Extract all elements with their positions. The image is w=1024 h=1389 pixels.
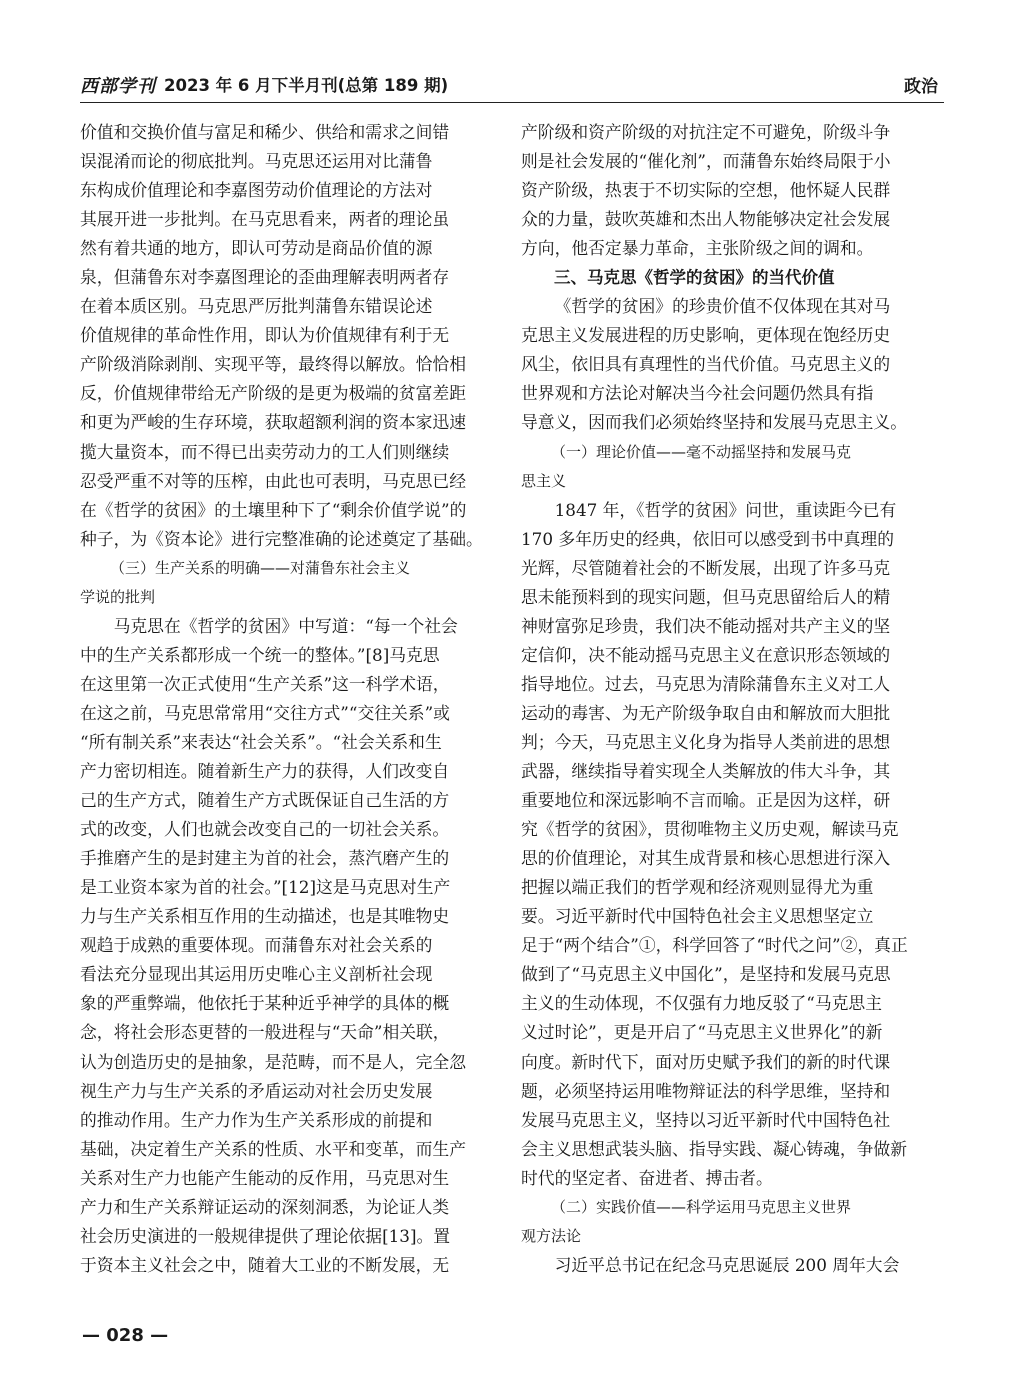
left-text-line: 在这之前，马克思常常用“交往方式”“交往关系”或 [80, 702, 450, 723]
left-text-line: 观趋于成熟的重要体现。而蒲鲁东对社会关系的 [80, 935, 433, 956]
left-text-line: 基础，决定着生产关系的性质、水平和变革，而生产 [80, 1138, 466, 1159]
left-text-line: “所有制关系”来表达“社会关系”。“社会关系和生 [80, 731, 442, 752]
header-rule [80, 102, 944, 103]
left-text-line: 价值和交换价值与富足和稀少、供给和需求之间错 [80, 122, 450, 142]
left-text-line: 其展开进一步批判。在马克思看来，两者的理论虽 [80, 209, 450, 230]
right-text-line: 时代的坚定者、奋进者、搏击者。 [521, 1167, 773, 1188]
right-text-line: 光辉，尽管随着社会的不断发展，出现了许多马克 [521, 557, 891, 578]
left-text-line: 视生产力与生产关系的矛盾运动对社会历史发展 [80, 1080, 433, 1101]
left-text-line: 产力密切相连。随着新生产力的获得，人们改变自 [80, 761, 450, 782]
section-name: 政治 [904, 77, 938, 97]
left-text-line: 然有着共通的地方，即认可劳动是商品价值的源 [80, 238, 433, 259]
right-text-line: 思的价值理论，对其生成背景和核心思想进行深入 [521, 848, 891, 869]
left-text-line: 手推磨产生的是封建主为首的社会，蒸汽磨产生的 [80, 848, 450, 869]
right-text-line: 究《哲学的贫困》，贯彻唯物主义历史观，解读马克 [521, 819, 899, 840]
left-text-line: 式的改变，人们也就会改变自己的一切社会关系。 [80, 819, 450, 840]
right-text-line: 170 多年历史的经典，依旧可以感受到书中真理的 [521, 528, 894, 549]
left-text-line: 泉，但蒲鲁东对李嘉图理论的歪曲理解表明两者存 [80, 267, 450, 288]
right-text-line: 运动的毒害、为无产阶级争取自由和解放而大胆批 [521, 702, 891, 723]
left-text-line: 在这里第一次正式使用“生产关系”这一科学术语， [80, 673, 450, 694]
right-text-line: 主义的生动体现，不仅强有力地反驳了“马克思主 [521, 993, 882, 1014]
left-text-line: 产阶级消除剥削、实现平等，最终得以解放。恰恰相 [80, 354, 466, 375]
right-text-line: （二）实践价值——科学运用马克思主义世界 [551, 1197, 852, 1216]
left-text-line: 忍受严重不对等的压榨，由此也可表明，马克思已经 [80, 470, 466, 491]
right-text-line: 指导地位。过去，马克思为清除蒲鲁东主义对工人 [521, 673, 891, 694]
right-text-line: 题，必须坚持运用唯物辩证法的科学思维，坚持和 [521, 1080, 891, 1101]
journal-name: 西部学刊 [80, 76, 156, 97]
right-text-line: （一）理论价值——毫不动摇坚持和发展马克 [551, 442, 852, 461]
left-text-line: 和更为严峻的生存环境，获取超额利润的资本家迅速 [80, 412, 466, 433]
left-text-line: 念，将社会形态更替的一般进程与“天命”相关联， [80, 1022, 450, 1043]
left-text-line: 种子，为《资本论》进行完整准确的论述奠定了基础。 [80, 528, 483, 549]
left-text-line: 象的严重弊端，他依托于某种近乎神学的具体的概 [80, 993, 450, 1014]
right-text-line: 判；今天，马克思主义化身为指导人类前进的思想 [521, 731, 891, 752]
left-text-line: 反，价值规律带给无产阶级的是更为极端的贫富差距 [80, 383, 466, 404]
left-text-line: 在《哲学的贫困》的土壤里种下了“剩余价值学说”的 [80, 499, 467, 520]
right-text-line: 思未能预料到的现实问题，但马克思留给后人的精 [521, 586, 891, 607]
left-text-line: 看法充分显现出其运用历史唯心主义剖析社会现 [80, 964, 433, 985]
left-column [80, 118, 498, 1280]
right-text-line: 三、马克思《哲学的贫困》的当代价值 [554, 268, 835, 288]
page-header [80, 68, 944, 104]
right-text-line: 方向，他否定暴力革命，主张阶级之间的调和。 [521, 238, 874, 259]
left-text-line: 于资本主义社会之中，随着大工业的不断发展，无 [80, 1254, 450, 1275]
left-text-line: 学说的批判 [80, 587, 156, 606]
right-text-line: 观方法论 [521, 1226, 582, 1245]
right-text-line: 把握以端正我们的哲学观和经济观则显得尤为重 [521, 877, 874, 898]
right-text-line: 神财富弥足珍贵，我们决不能动摇对共产主义的坚 [521, 615, 891, 636]
right-text-line: 产阶级和资产阶级的对抗注定不可避免，阶级斗争 [521, 122, 891, 142]
left-text-line: 力与生产关系相互作用的生动描述，也是其唯物史 [80, 906, 450, 927]
left-text-line: 的推动作用。生产力作为生产关系形成的前提和 [80, 1109, 433, 1130]
right-text-line: 定信仰，决不能动摇马克思主义在意识形态领域的 [521, 644, 891, 665]
issue-info: 2023 年 6 月下半月刊(总第 189 期) [164, 76, 449, 95]
left-text-line: 认为创造历史的是抽象，是范畴，而不是人，完全忽 [80, 1051, 466, 1072]
left-text-line: 中的生产关系都形成一个统一的整体。”[8]马克思 [80, 644, 440, 665]
right-text-line: 足于“两个结合”①，科学回答了“时代之问”②，真正 [521, 935, 908, 956]
right-text-line: 克思主义发展进程的历史影响，更体现在饱经历史 [521, 325, 891, 346]
left-text-line: 误混淆而论的彻底批判。马克思还运用对比蒲鲁 [80, 151, 433, 172]
left-text-line: 在着本质区别。马克思严厉批判蒲鲁东错误论述 [80, 296, 433, 317]
right-text-line: 要。习近平新时代中国特色社会主义思想坚定立 [521, 906, 874, 927]
left-text-line: 关系对生产力也能产生能动的反作用，马克思对生 [80, 1167, 450, 1188]
left-text-line: （三）生产关系的明确——对蒲鲁东社会主义 [110, 558, 411, 577]
right-text-line: 思主义 [521, 471, 567, 490]
left-text-line: 社会历史演进的一般规律提供了理论依据[13]。置 [80, 1225, 451, 1246]
right-text-line: 资产阶级，热衷于不切实际的空想，他怀疑人民群 [521, 180, 891, 201]
right-text-line: 发展马克思主义，坚持以习近平新时代中国特色社 [521, 1109, 891, 1130]
right-text-line: 武器，继续指导着实现全人类解放的伟大斗争，其 [521, 761, 891, 782]
left-text-line: 马克思在《哲学的贫困》中写道：“每一个社会 [113, 615, 458, 636]
right-text-line: 世界观和方法论对解决当今社会问题仍然具有指 [521, 383, 874, 404]
right-text-line: 1847 年，《哲学的贫困》问世，重读距今已有 [554, 499, 897, 520]
right-text-line: 向度。新时代下，面对历史赋予我们的新的时代课 [521, 1051, 891, 1072]
right-text-line: 义过时论”，更是开启了“马克思主义世界化”的新 [521, 1022, 883, 1043]
right-text-line: 重要地位和深远影响不言而喻。正是因为这样，研 [521, 790, 891, 811]
left-text-line: 东构成价值理论和李嘉图劳动价值理论的方法对 [80, 180, 433, 201]
right-text-line: 会主义思想武装头脑、指导实践、凝心铸魂，争做新 [521, 1138, 907, 1159]
left-text-line: 价值规律的革命性作用，即认为价值规律有利于无 [80, 325, 450, 346]
page-number: — 028 — [82, 1325, 169, 1346]
right-text-line: 则是社会发展的“催化剂”，而蒲鲁东始终局限于小 [521, 151, 891, 172]
right-column [521, 118, 939, 1280]
right-text-line: 《哲学的贫困》的珍贵价值不仅体现在其对马 [554, 296, 891, 317]
right-text-line: 众的力量，鼓吹英雄和杰出人物能够决定社会发展 [521, 209, 891, 230]
left-text-line: 揽大量资本，而不得已出卖劳动力的工人们则继续 [80, 441, 450, 462]
right-text-line: 导意义，因而我们必须始终坚持和发展马克思主义。 [521, 412, 907, 433]
left-text-line: 己的生产方式，随着生产方式既保证自己生活的方 [80, 790, 450, 811]
left-text-line: 产力和生产关系辩证运动的深刻洞悉，为论证人类 [80, 1196, 450, 1217]
left-text-line: 是工业资本家为首的社会。”[12]这是马克思对生产 [80, 877, 451, 898]
right-text-line: 风尘，依旧具有真理性的当代价值。马克思主义的 [521, 354, 891, 375]
right-text-line: 做到了“马克思主义中国化”，是坚持和发展马克思 [521, 964, 891, 985]
right-text-line: 习近平总书记在纪念马克思诞辰 200 周年大会 [554, 1254, 900, 1275]
